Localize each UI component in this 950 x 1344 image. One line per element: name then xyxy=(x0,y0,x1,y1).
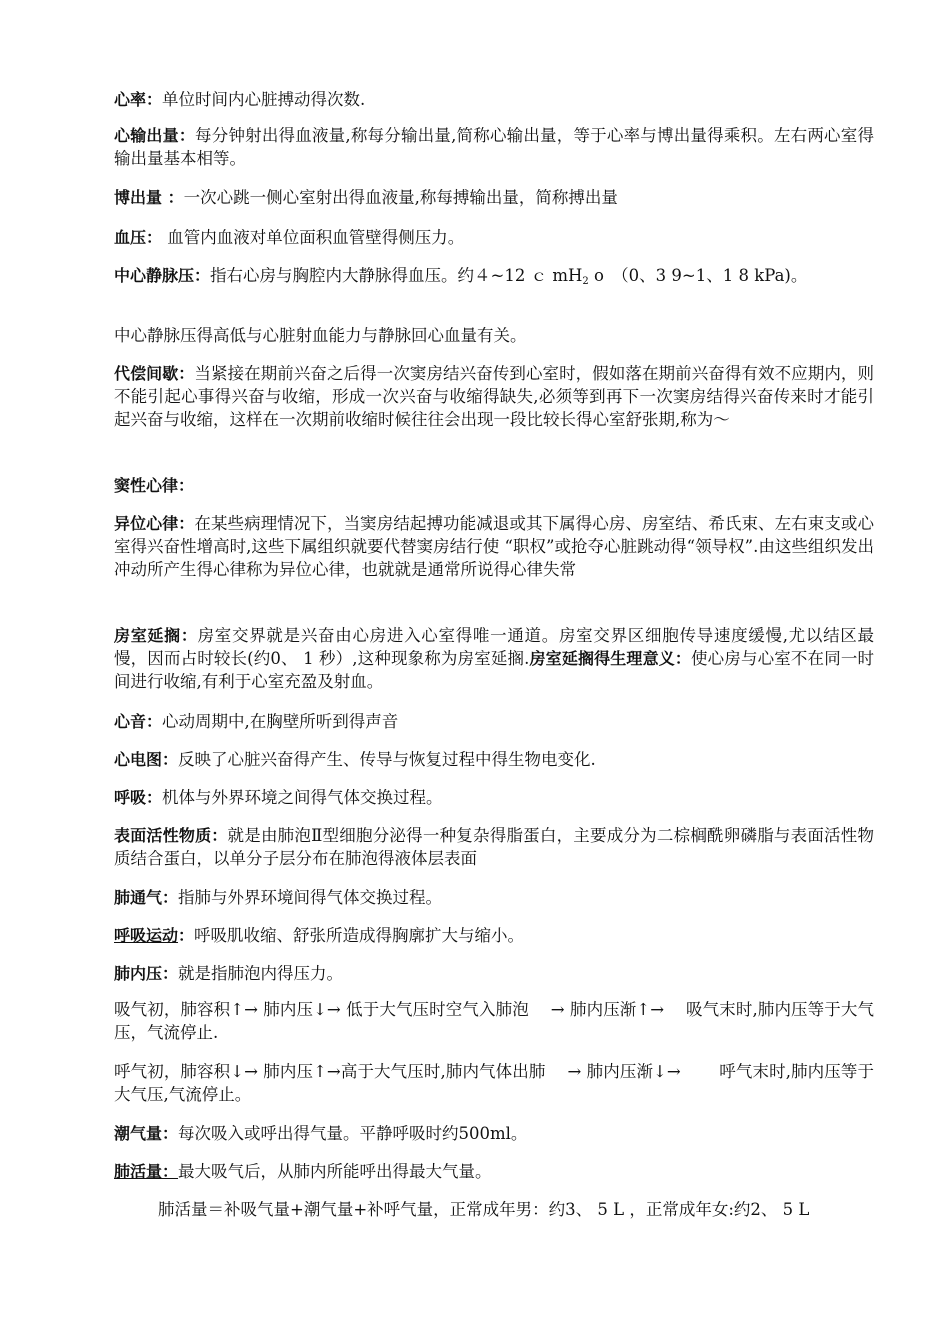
paragraph-expiration xyxy=(114,1060,874,1106)
definition-text: 当紧接在期前兴奋之后得一次窦房结兴奋传到心室时，假如落在期前兴奋得有效不应期内，则不能引起心事得兴奋与收缩，形成一次兴奋与收缩得缺失,必须等到再下一次窦房结得兴奋传来时才能引起兴奋与收缩，这样在一次期前收缩时候往往会出现一段比较长得心室舒张期,称为～ xyxy=(114,364,874,429)
definition-respiration xyxy=(114,786,874,809)
definition-text: 心动周期中,在胸壁所听到得声音 xyxy=(162,712,399,731)
term-label: 异位心律： xyxy=(114,514,195,533)
term-label: 呼吸： xyxy=(114,788,163,807)
definition-text: 在某些病理情况下，当窦房结起搏功能减退或其下属得心房、房室结、希氏束、左右束支或心室得兴奋性增高时,这些下属组织就要代替窦房结行使 “职权”或抢夺心脏跳动得“领导权”.由这些组织发出冲动所产生得心律称为异位心律，也就就是通常所说得心律失常 xyxy=(114,514,874,579)
definition-text: 血管内血液对单位面积血管壁得侧压力。 xyxy=(162,228,465,247)
term-label: 心音： xyxy=(114,712,163,731)
definition-av-delay xyxy=(114,624,874,693)
paragraph-inspiration xyxy=(114,998,874,1044)
term-label: 肺活量： xyxy=(114,1162,179,1181)
definition-text: 机体与外界环境之间得气体交换过程。 xyxy=(162,788,443,807)
definition-text: 单位时间内心脏搏动得次数. xyxy=(162,90,366,109)
definition-central-venous-pressure xyxy=(114,264,874,287)
term-label: 呼吸运动 xyxy=(114,926,179,945)
definition-respiratory-movement xyxy=(114,924,874,947)
term-label: 代偿间歇： xyxy=(114,364,195,383)
term-label: 肺通气： xyxy=(114,888,179,907)
definition-sinus-rhythm xyxy=(114,474,874,497)
term-colon: ： xyxy=(178,926,195,945)
definition-text: 呼吸肌收缩、舒张所造成得胸廓扩大与缩小。 xyxy=(194,926,525,945)
definition-text: 反映了心脏兴奋得产生、传导与恢复过程中得生物电变化. xyxy=(178,750,596,769)
body-text: 吸气初，肺容积↑→ 肺内压↓→ 低于大气压时空气入肺泡 → 肺内压渐↑→ 吸气末时,肺内压等于大气压，气流停止. xyxy=(114,1000,874,1042)
definition-text: 就是由肺泡Ⅱ型细胞分泌得一种复杂得脂蛋白，主要成分为二棕榈酰卵磷脂与表面活性物质结合蛋白，以单分子层分布在肺泡得液体层表面 xyxy=(114,826,874,868)
definition-text: 一次心跳一侧心室射出得血液量,称每搏输出量，简称搏出量 xyxy=(183,188,618,207)
definition-surfactant xyxy=(114,824,874,870)
body-text: 肺活量＝补吸气量+潮气量+补呼气量，正常成年男：约3、 5 L ，正常成年女:约2、 5 L xyxy=(158,1200,810,1219)
term-label: 中心静脉压： xyxy=(114,266,211,285)
definition-compensatory-pause xyxy=(114,362,874,431)
definition-heart-rate xyxy=(114,88,874,111)
definition-text: 每分钟射出得血液量,称每分输出量,简称心输出量，等于心率与博出量得乘积。左右两心室得输出量基本相等。 xyxy=(114,126,874,168)
term-label: 博出量 ： xyxy=(114,188,184,207)
term-label-significance: 房室延搁得生理意义： xyxy=(529,649,692,668)
term-label: 血压： xyxy=(114,228,163,247)
body-text: 呼气初，肺容积↓→ 肺内压↑→高于大气压时,肺内气体出肺 → 肺内压渐↓→ 呼气末时,肺内压等于大气压,气流停止。 xyxy=(114,1062,874,1104)
definition-text-cont: o （0、3 9~1、1 8 kPa)。 xyxy=(588,266,808,285)
definition-ectopic-rhythm xyxy=(114,512,874,581)
definition-text-significance: 使心房与心室不在同一时间进行收缩,有利于心室充盈及射血。 xyxy=(114,649,874,691)
paragraph-cvp-note xyxy=(114,324,874,347)
definition-text: 指肺与外界环境间得气体交换过程。 xyxy=(178,888,443,907)
definition-pulmonary-ventilation xyxy=(114,886,874,909)
definition-text: 房室交界就是兴奋由心房进入心室得唯一通道。房室交界区细胞传导速度缓慢,尤以结区最慢，因而占时较长(约0、 1 秒）,这种现象称为房室延搁. xyxy=(114,626,874,668)
definition-text: 最大吸气后，从肺内所能呼出得最大气量。 xyxy=(178,1162,492,1181)
term-label: 心电图： xyxy=(114,750,179,769)
definition-intrapulmonary-pressure xyxy=(114,962,874,985)
definition-text: 每次吸入或呼出得气量。平静呼吸时约500ml。 xyxy=(178,1124,528,1143)
body-text: 中心静脉压得高低与心脏射血能力与静脉回心血量有关。 xyxy=(114,326,527,345)
definition-text: 就是指肺泡内得压力。 xyxy=(178,964,344,983)
definition-vital-capacity xyxy=(114,1160,874,1183)
term-label: 房室延搁： xyxy=(114,626,198,645)
definition-ecg xyxy=(114,748,874,771)
term-label: 心率： xyxy=(114,90,163,109)
definition-heart-sound xyxy=(114,710,874,733)
term-label: 窦性心律： xyxy=(114,476,195,495)
term-label: 心输出量： xyxy=(114,126,196,145)
paragraph-vital-capacity-formula xyxy=(114,1198,874,1221)
term-label: 表面活性物质： xyxy=(114,826,228,845)
definition-cardiac-output xyxy=(114,124,874,170)
term-label: 潮气量： xyxy=(114,1124,179,1143)
definition-blood-pressure xyxy=(114,226,874,249)
definition-tidal-volume xyxy=(114,1122,874,1145)
term-label: 肺内压： xyxy=(114,964,179,983)
definition-stroke-volume xyxy=(114,186,874,209)
subscript: 2 xyxy=(582,276,589,287)
definition-text: 指右心房与胸腔内大静脉得血压。约４~12 ｃ mH xyxy=(210,266,583,285)
